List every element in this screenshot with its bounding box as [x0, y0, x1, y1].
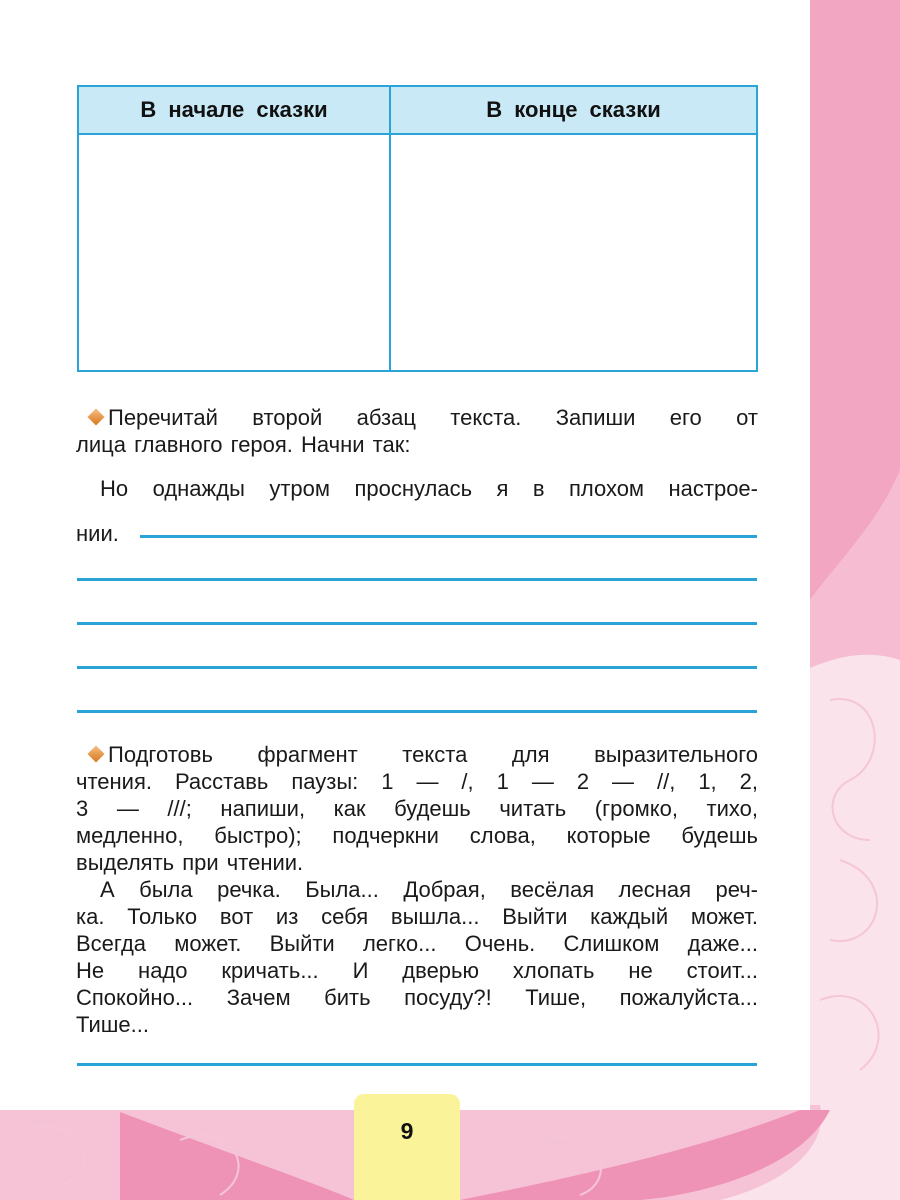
writing-line[interactable] [140, 535, 757, 538]
writing-line[interactable] [77, 578, 757, 581]
excerpt-line3: Всегда может. Выйти легко... Очень. Слишком даже... [76, 931, 758, 956]
excerpt-line6: Тише... [76, 1012, 149, 1037]
writing-line[interactable] [77, 622, 757, 625]
table-header-end: В конце сказки [391, 87, 756, 135]
diamond-bullet-icon [88, 409, 105, 426]
task1-line2: лица главного героя. Начни так: [76, 432, 411, 457]
table-header-start: В начале сказки [79, 87, 391, 135]
table-cell-end[interactable] [391, 135, 756, 370]
diamond-bullet-icon [88, 746, 105, 763]
task2-line4: медленно, быстро); подчеркни слова, которые будешь [76, 823, 758, 848]
writing-line[interactable] [77, 1063, 757, 1066]
task1-start-line2: нии. [76, 521, 119, 546]
task1-line1: Перечитай второй абзац текста. Запиши его от [76, 404, 758, 431]
task2-line2: чтения. Расставь паузы: 1 — /, 1 — 2 — //, 1, 2, [76, 769, 758, 794]
task2-line3: 3 — ///; напиши, как будешь читать (громко, тихо, [76, 796, 758, 821]
task2-line5: выделять при чтении. [76, 850, 304, 875]
writing-line[interactable] [77, 710, 757, 713]
excerpt-line2: ка. Только вот из себя вышла... Выйти каждый может. [76, 904, 758, 929]
excerpt-line1: А была речка. Была... Добрая, весёлая лесная реч- [100, 877, 758, 902]
page-number: 9 [354, 1094, 460, 1200]
task2-line1: Подготовь фрагмент текста для выразительного [76, 741, 758, 768]
writing-line[interactable] [77, 666, 757, 669]
task1-start-line1: Но однажды утром проснулась я в плохом настрое- [100, 476, 758, 501]
answer-table [77, 85, 758, 372]
table-cell-start[interactable] [79, 135, 391, 370]
excerpt-line4: Не надо кричать... И дверью хлопать не стоит... [76, 958, 758, 983]
excerpt-line5: Спокойно... Зачем бить посуду?! Тише, пожалуйста... [76, 985, 758, 1010]
